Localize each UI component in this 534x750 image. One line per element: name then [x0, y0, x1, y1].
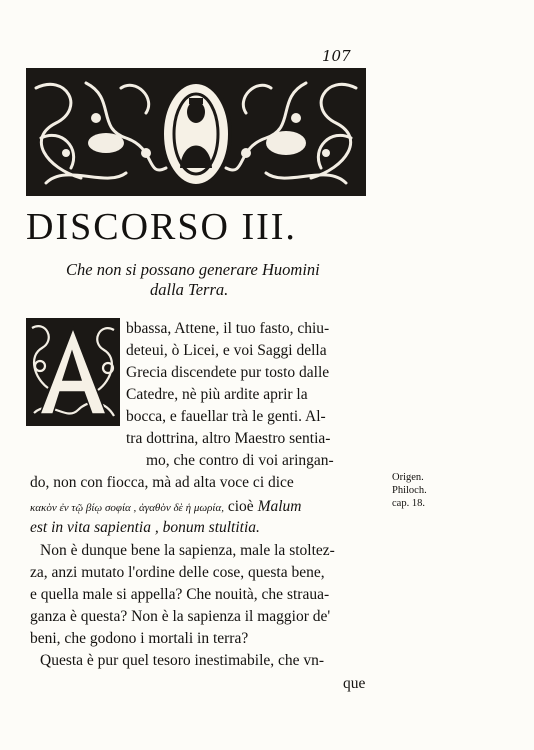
body-line: Catedre, nè più ardite aprir la: [126, 386, 308, 403]
greek-quote: κακὸν ἐν τῷ βίῳ σοφία , ἀγαθὸν δὲ ἡ μωρία,: [30, 502, 224, 514]
body-line: do, non con fiocca, mà ad alta voce ci dice: [30, 474, 294, 491]
page-number: 107: [322, 47, 351, 65]
latin-start: Malum: [257, 498, 302, 515]
body-line: tra dottrina, altro Maestro sentia-: [126, 430, 331, 447]
body-line: est in vita sapientia , bonum stultitia.: [30, 519, 260, 536]
body-line: Questa è pur quel tesoro inestimabile, che vn-: [40, 652, 325, 669]
margin-note-line: Origen.: [392, 472, 424, 483]
ornamental-headpiece: [26, 68, 366, 196]
subtitle-line-2: dalla Terra.: [150, 280, 229, 299]
body-line: mo, che contro di voi aringan-: [146, 452, 334, 469]
body-line: beni, che godono i mortali in terra?: [30, 630, 249, 647]
body-line: ganza è questa? Non è la sapienza il maggior de': [30, 608, 331, 625]
body-line: deteui, ò Licei, e voi Saggi della: [126, 342, 327, 359]
greek-quote-line: [30, 499, 302, 515]
subtitle-line-1: Che non si possano generare Huomini: [66, 260, 320, 279]
margin-note-line: cap. 18.: [392, 498, 425, 509]
body-line: bocca, e fauellar trà le genti. Al-: [126, 408, 326, 425]
decorated-initial: [26, 318, 120, 426]
discourse-heading: DISCORSO III.: [26, 206, 297, 248]
body-line: Non è dunque bene la sapienza, male la stoltez-: [40, 542, 335, 559]
body-line: e quella male si appella? Che nouità, che strauа-: [30, 586, 330, 603]
body-line: bbassa, Attene, il tuo fasto, chiu-: [126, 320, 330, 337]
body-line: Grecia discendete pur tosto dalle: [126, 364, 330, 381]
greek-tail: cioè: [227, 498, 254, 515]
catchword: que: [343, 675, 366, 692]
margin-note-line: Philoch.: [392, 485, 427, 496]
body-line: za, anzi mutato l'ordine delle cose, questa bene,: [30, 564, 325, 581]
